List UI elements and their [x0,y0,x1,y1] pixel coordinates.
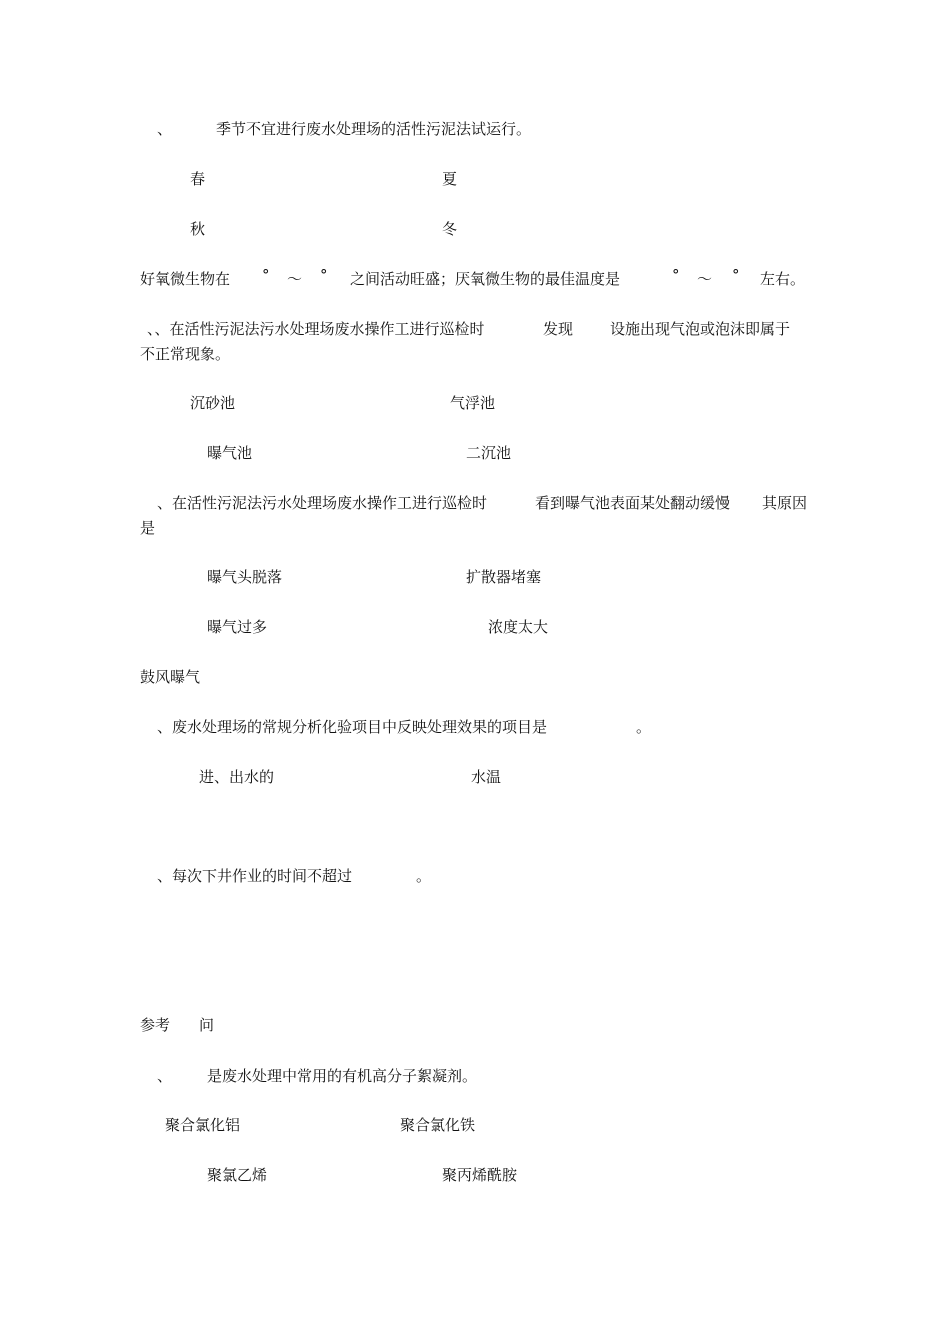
note-degree-4: ° [732,266,740,284]
note-degree-3: ° [672,266,680,284]
q2-option-b: 气浮池 [450,394,496,412]
q4-stem: 、废水处理场的常规分析化验项目中反映处理效果的项目是 [157,718,548,736]
note-text-1: 好氧微生物在 [140,270,231,288]
q3-option-b: 扩散器堵塞 [466,568,542,586]
q4-end: 。 [636,718,652,736]
q1-mark: 、 [157,120,173,138]
q3-answer-note: 鼓风曝气 [140,668,201,686]
q1-option-c: 秋 [190,220,206,238]
q3-stem-b: 看到曝气池表面某处翻动缓慢 [535,494,731,512]
q4-option-a: 进、出水的 [199,768,275,786]
q4-option-b: 水温 [471,768,502,786]
q6-option-b: 聚合氯化铁 [400,1116,476,1134]
q5-stem: 、每次下井作业的时间不超过 [157,867,353,885]
q6-option-d: 聚丙烯酰胺 [442,1166,518,1184]
note-degree-2: ° [320,266,328,284]
q3-stem-c: 其原因 [762,494,808,512]
q1-option-b: 夏 [442,170,458,188]
q5-end: 。 [416,867,432,885]
q2-option-c: 曝气池 [207,444,253,462]
q3-stem-a: 、在活性污泥法污水处理场废水操作工进行巡检时 [157,494,488,512]
q2-stem-d: 不正常现象。 [140,345,231,363]
reference-label: 参考 [140,1016,171,1034]
q2-stem-c: 设施出现气泡或泡沫即属于 [610,320,791,338]
q1-stem: 季节不宜进行废水处理场的活性污泥法试运行。 [216,120,532,138]
q6-stem: 是废水处理中常用的有机高分子絮凝剂。 [207,1067,478,1085]
q2-stem-b: 发现 [543,320,574,338]
note-text-3: 左右。 [760,270,806,288]
q3-option-a: 曝气头脱落 [207,568,283,586]
q6-option-a: 聚合氯化铝 [165,1116,241,1134]
q2-option-d: 二沉池 [466,444,512,462]
note-tilde-1: ～ [287,270,303,288]
reference-label-2: 问 [199,1016,215,1034]
q3-option-c: 曝气过多 [207,618,268,636]
note-text-2: 之间活动旺盛；厌氧微生物的最佳温度是 [350,270,621,288]
q2-option-a: 沉砂池 [190,394,236,412]
q2-stem-a: 、、在活性污泥法污水处理场废水操作工进行巡检时 [147,320,485,338]
q1-option-a: 春 [190,170,206,188]
q3-stem-d: 是 [140,519,156,537]
note-tilde-2: ～ [697,270,713,288]
q6-mark: 、 [157,1067,173,1085]
q6-option-c: 聚氯乙烯 [207,1166,268,1184]
note-degree-1: ° [262,266,270,284]
q1-option-d: 冬 [442,220,458,238]
q3-option-d: 浓度太大 [488,618,549,636]
